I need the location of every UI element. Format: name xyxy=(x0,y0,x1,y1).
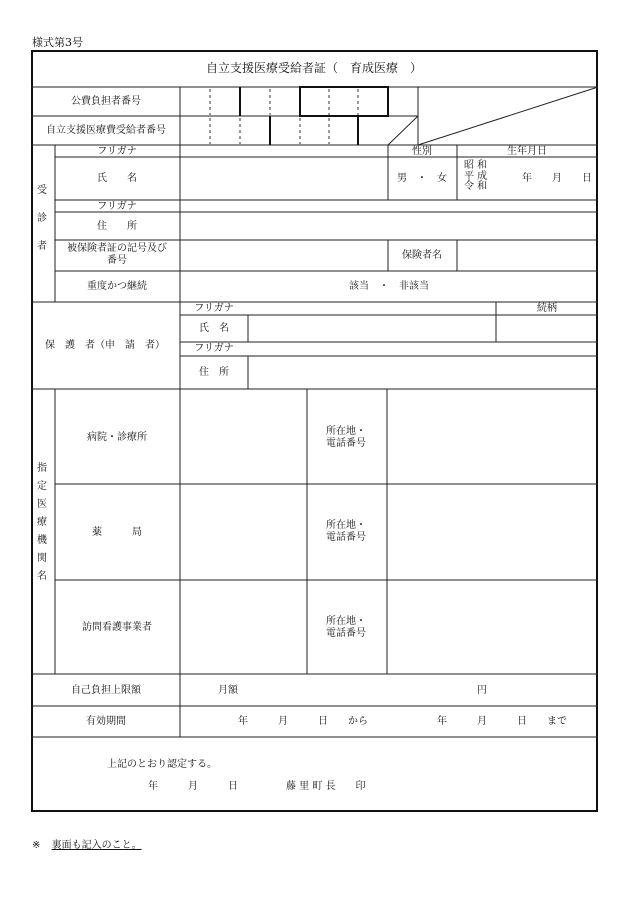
monthly-label: 月額 xyxy=(218,685,238,696)
patient-address-furigana-label: フリガナ xyxy=(97,201,137,212)
footnote xyxy=(32,836,142,851)
patient-section-label: 受 診 者 xyxy=(37,185,47,252)
patient-furigana-label: フリガナ xyxy=(97,146,137,157)
patient-address-label: 住 所 xyxy=(97,221,137,232)
public-payer-number-label: 公費負担者番号 xyxy=(71,96,141,107)
insurance-number-label: 被保険者証の記号及び 番号 xyxy=(67,243,167,266)
patient-name-label: 氏 名 xyxy=(97,173,137,184)
validity-to: 年 月 日 まで xyxy=(437,716,567,727)
footnote-text: 裏面も記入のこと。 xyxy=(51,840,142,851)
guardian-address-label: 住 所 xyxy=(199,367,229,378)
guardian-section-label: 保 護 者（申 請 者） xyxy=(45,340,165,351)
home-nursing-label: 訪問看護事業者 xyxy=(82,622,152,633)
guardian-address-furigana-label: フリガナ xyxy=(194,343,234,354)
footnote-mark: ※ xyxy=(32,840,41,851)
gender-value: 男 ・ 女 xyxy=(397,173,447,184)
institutions-section-label: 指 定 医 療 機 関 名 xyxy=(37,463,47,582)
hospital-contact-label: 所在地・ 電話番号 xyxy=(326,426,366,449)
pharmacy-label: 薬 局 xyxy=(92,527,142,538)
certification-statement: 上記のとおり認定する。 xyxy=(107,759,217,770)
severity-label: 重度かつ継続 xyxy=(87,281,147,292)
issuer-seal: 藤 里 町 長 印 xyxy=(286,781,366,792)
birthdate-ymd: 年 月 日 xyxy=(522,173,592,184)
copay-limit-label: 自己負担上限額 xyxy=(71,685,141,696)
guardian-furigana-label: フリガナ xyxy=(194,303,234,314)
recipient-number-label: 自立支援医療費受給者番号 xyxy=(46,125,166,136)
relation-label: 続柄 xyxy=(537,303,557,314)
validity-period-label: 有効期間 xyxy=(86,716,126,727)
yen-label: 円 xyxy=(477,685,487,696)
birthdate-label: 生年月日 xyxy=(507,146,547,157)
hospital-clinic-label: 病院・診療所 xyxy=(87,432,147,443)
page-title: 自立支援医療受給者証（ 育成医療 ） xyxy=(205,61,423,75)
era-options: 昭 和 平 成 令 和 xyxy=(464,160,488,192)
form-number: 様式第3号 xyxy=(32,36,83,49)
home-nursing-contact-label: 所在地・ 電話番号 xyxy=(326,616,366,639)
severity-value: 該当 ・ 非該当 xyxy=(349,281,429,292)
insurer-name-label: 保険者名 xyxy=(402,250,442,261)
gender-label: 性別 xyxy=(412,146,432,157)
validity-from: 年 月 日 から xyxy=(238,716,368,727)
guardian-name-label: 氏 名 xyxy=(199,323,229,334)
certification-date: 年 月 日 xyxy=(148,781,238,792)
pharmacy-contact-label: 所在地・ 電話番号 xyxy=(326,520,366,543)
